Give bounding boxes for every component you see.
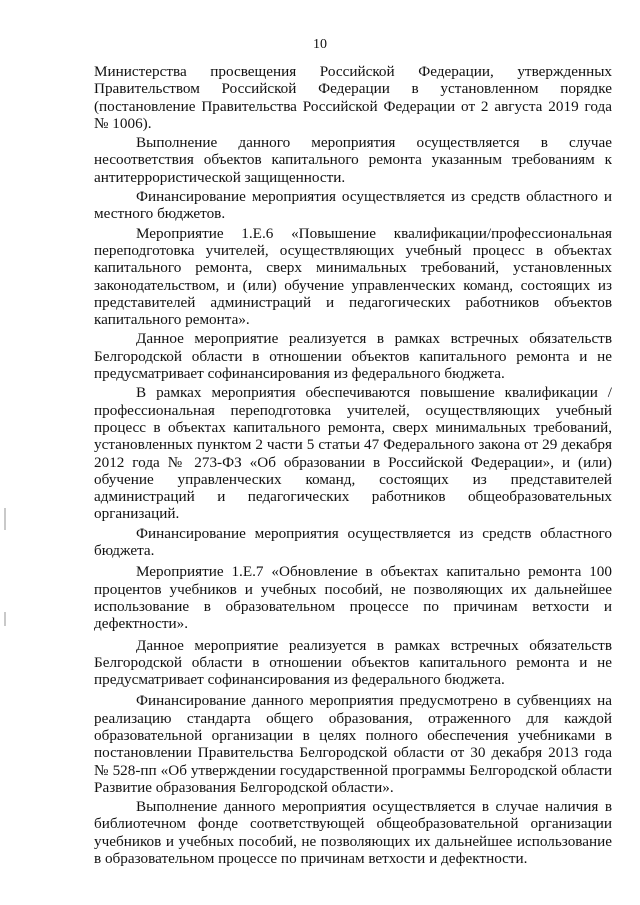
paragraph-8: Мероприятие 1.Е.7 «Обновление в объектах капитально ремонта 100 процентов учебников и учебных пособий, не позволяющих их дальнейшее использование в образовательном процессе по причинам ветхости и дефектности». [94, 563, 612, 633]
paragraph-3: Финансирование мероприятия осуществляется из средств областного и местного бюджетов. [94, 188, 612, 223]
paragraph-11: Выполнение данного мероприятия осуществляется в случае наличия в библиотечном фонде соответствующей общеобразовательной организации учебников и учебных пособий, не позволяющих их дальнейшее использование в образовательном процессе по причинам ветхости и дефектности. [94, 798, 612, 868]
paragraph-4: Мероприятие 1.Е.6 «Повышение квалификации/профессиональная переподготовка учителей, осуществляющих учебный процесс в объектах капитального ремонта, сверх минимальных требований, установленных законодательством, и (или) обучение управленческих команд, состоящих из представителей администраций и педагогических работников объектов капитального ремонта». [94, 224, 612, 329]
paragraph-10: Финансирование данного мероприятия предусмотрено в субвенциях на реализацию стандарта общего образования, отраженного для каждой образовательной организации в целях полного обеспечения учебниками в постановлении Правительства Белгородской области от 30 декабря 2013 года № 528-пп «Об утверждении государственной программы Белгородской области Развитие образования Белгородской области». [94, 692, 612, 796]
paragraph-6: В рамках мероприятия обеспечиваются повышение квалификации / профессиональная переподготовка учителей, осуществляющих учебный процесс в объектах капитального ремонта, сверх минимальных требований, установленных пунктом 2 части 5 статьи 47 Федерального закона от 29 декабря 2012 года № 273-ФЗ «Об образовании в Российской Федерации», и (или) обучение управленческих команд, состоящих из представителей администраций и педагогических работников общеобразовательных организаций. [94, 384, 612, 523]
paragraph-2: Выполнение данного мероприятия осуществляется в случае несоответствия объектов капитального ремонта указанным требованиям к антитеррористической защищенности. [94, 134, 612, 186]
scan-edge-mark [4, 612, 6, 626]
paragraph-1: Министерства просвещения Российской Федерации, утвержденных Правительством Российской Федерации в установленном порядке (постановление Правительства Российской Федерации от 2 августа 2019 года № 1006). [94, 63, 612, 132]
paragraph-7: Финансирование мероприятия осуществляется из средств областного бюджета. [94, 524, 612, 560]
paragraph-9: Данное мероприятие реализуется в рамках встречных обязательств Белгородской области в отношении объектов капитального ремонта и не предусматривает софинансирования из федерального бюджета. [94, 636, 612, 689]
scan-edge-mark [4, 508, 6, 530]
document-body [94, 63, 612, 869]
page-number: 10 [313, 37, 327, 52]
paragraph-5: Данное мероприятие реализуется в рамках встречных обязательств Белгородской области в отношении объектов капитального ремонта и не предусматривает софинансирования из федерального бюджета. [94, 330, 612, 383]
